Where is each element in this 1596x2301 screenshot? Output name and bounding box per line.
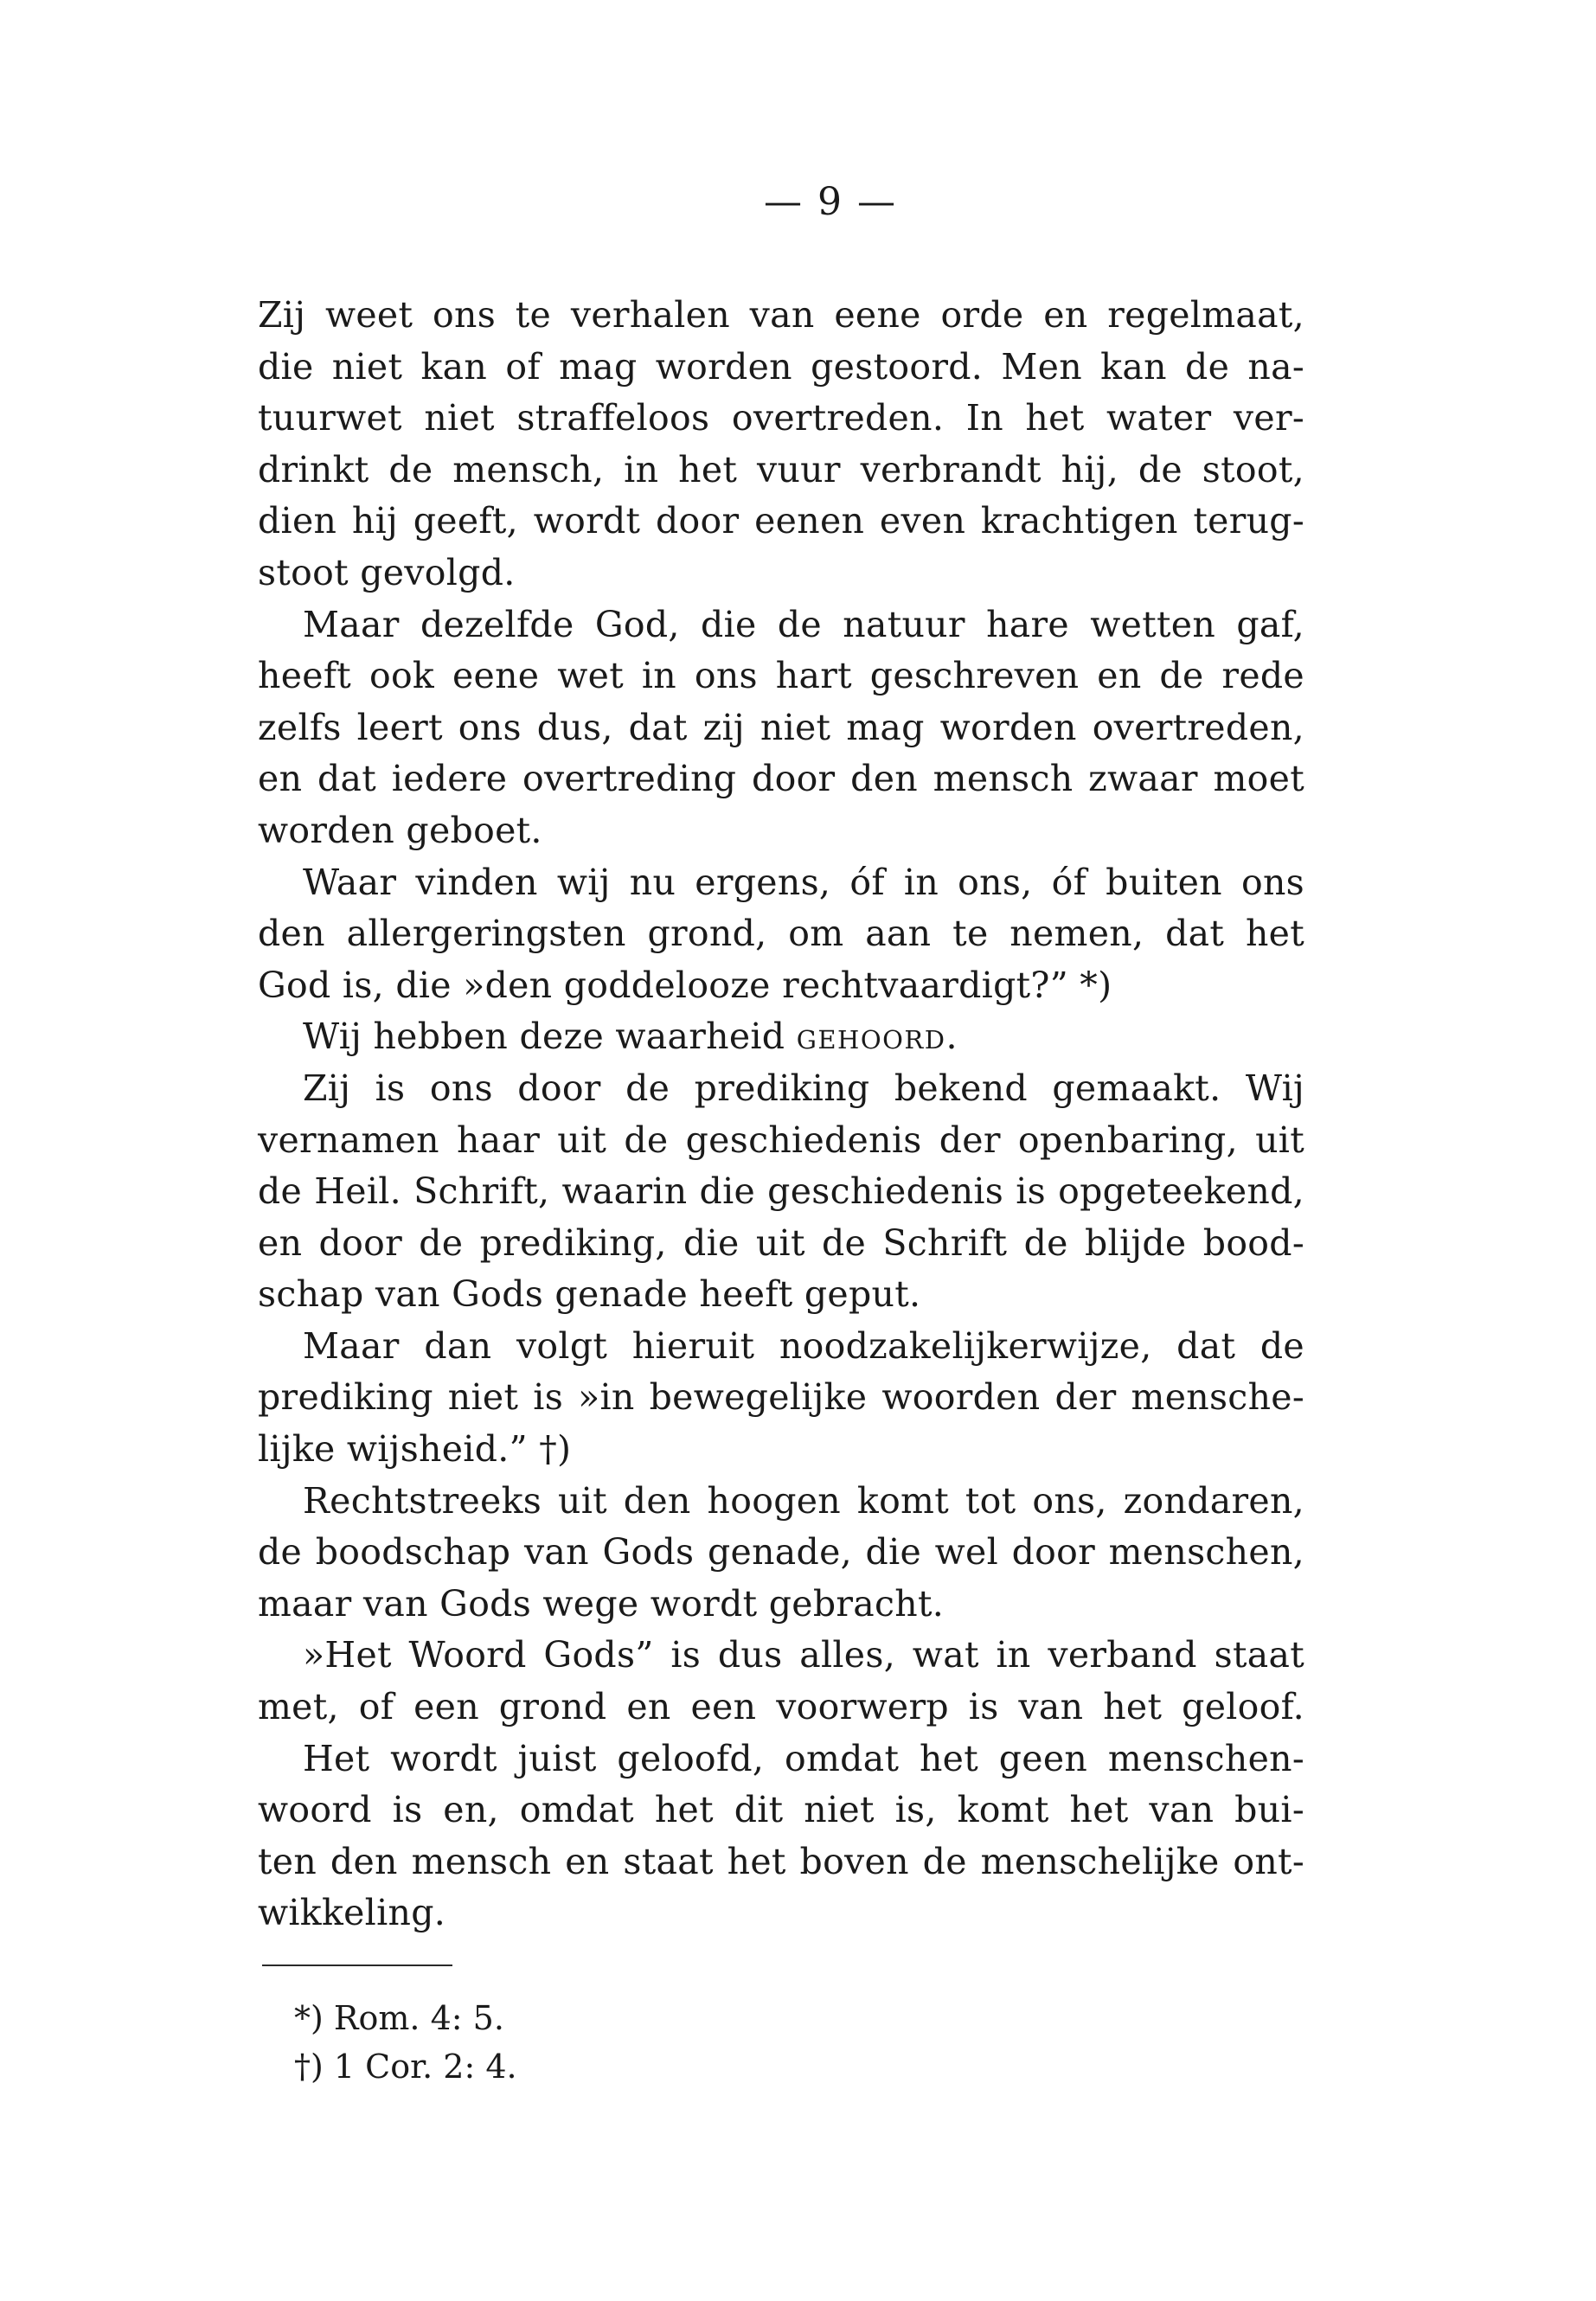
text-line <box>258 290 1304 342</box>
text-line-content: lijke wijsheid.” †) <box>258 1428 572 1471</box>
text-line <box>258 599 1304 651</box>
text-line <box>258 1011 1304 1063</box>
text-line-content: Zij is ons door de prediking bekend gemaakt. Wij <box>303 1067 1304 1109</box>
text-line-content: vernamen haar uit de geschiedenis der openbaring, uit <box>258 1118 1304 1161</box>
text-line-content: prediking niet is »in bewegelijke woorden der mensche- <box>258 1376 1304 1419</box>
text-line-content: worden geboet. <box>258 809 542 851</box>
text-line <box>258 1063 1304 1115</box>
text-line-content: schap van Gods genade heeft geput. <box>258 1273 921 1316</box>
text-line <box>258 1424 1304 1476</box>
text-line-content: de Heil. Schrift, waarin die geschiedenis is opgeteekend, <box>258 1170 1304 1213</box>
text-line-content: Maar dan volgt hieruit noodzakelijkerwijze, dat de <box>303 1324 1304 1367</box>
text-line-content: die niet kan of mag worden gestoord. Men kan de na- <box>258 345 1304 388</box>
text-line <box>258 1527 1304 1579</box>
text-line-content: dien hij geeft, wordt door eenen even krachtigen terug- <box>258 500 1304 542</box>
text-line <box>258 960 1304 1012</box>
text-line <box>258 1372 1304 1424</box>
text-line-content: God is, die »den goddelooze rechtvaardigt?” *) <box>258 964 1112 1006</box>
text-line-content: wikkeling. <box>258 1892 446 1934</box>
text-line-content: de boodschap van Gods genade, die wel door menschen, <box>258 1531 1304 1574</box>
text-line-content: den allergeringsten grond, om aan te nemen, dat het <box>258 913 1304 955</box>
text-line <box>258 753 1304 805</box>
text-line <box>258 857 1304 909</box>
text-line <box>258 1115 1304 1167</box>
text-line <box>258 1630 1304 1682</box>
text-line <box>258 1476 1304 1528</box>
text-line-content: stoot gevolgd. <box>258 551 516 593</box>
footnotes <box>294 1994 517 2091</box>
text-line-content: tuurwet niet straffeloos overtreden. In het water ver- <box>258 397 1304 439</box>
small-caps-emphasis: gehoord. <box>796 1016 958 1058</box>
text-line-content: Maar dezelfde God, die de natuur hare wetten gaf, <box>303 603 1304 645</box>
text-line <box>258 1836 1304 1888</box>
text-line-content: en door de prediking, die uit de Schrift de blijde bood- <box>258 1221 1304 1264</box>
text-line-content: Waar vinden wij nu ergens, óf in ons, óf buiten ons <box>303 861 1304 903</box>
text-line <box>258 1321 1304 1373</box>
text-line <box>258 805 1304 857</box>
text-line <box>258 651 1304 702</box>
text-line-content: Rechtstreeks uit den hoogen komt tot ons, zondaren, <box>303 1479 1304 1522</box>
text-line-content: Het wordt juist geloofd, omdat het geen menschen- <box>303 1737 1304 1779</box>
footnote-divider <box>262 1965 452 1966</box>
text-line-content: »Het Woord Gods” is dus alles, wat in verband staat <box>303 1634 1304 1676</box>
text-line <box>258 1682 1304 1734</box>
text-line <box>258 1888 1304 1939</box>
text-line-content: met, of een grond en een voorwerp is van het geloof. <box>258 1686 1304 1728</box>
text-line-content: drinkt de mensch, in het vuur verbrandt hij, de stoot, <box>258 448 1304 490</box>
text-line <box>258 393 1304 445</box>
body-text <box>258 290 1304 1939</box>
text-line-content: Wij hebben deze waarheid <box>303 1016 785 1058</box>
text-line-content: woord is en, omdat het dit niet is, komt het van bui- <box>258 1789 1304 1831</box>
text-line <box>258 496 1304 548</box>
text-line <box>258 702 1304 754</box>
footnote: *) Rom. 4: 5. <box>294 1999 504 2037</box>
text-line-content: zelfs leert ons dus, dat zij niet mag worden overtreden, <box>258 706 1304 748</box>
text-line <box>258 1166 1304 1218</box>
text-line <box>258 548 1304 599</box>
text-line-content: heeft ook eene wet in ons hart geschreven en de rede <box>258 655 1304 697</box>
text-line <box>258 445 1304 497</box>
page-number: — 9 — <box>764 180 897 224</box>
text-line <box>258 1579 1304 1631</box>
text-line <box>258 1785 1304 1836</box>
text-line <box>258 908 1304 960</box>
text-line-content: ten den mensch en staat het boven de menschelijke ont- <box>258 1840 1304 1882</box>
text-line <box>258 1218 1304 1270</box>
text-line <box>258 342 1304 394</box>
text-line-content: maar van Gods wege wordt gebracht. <box>258 1582 945 1625</box>
text-line-content: Zij weet ons te verhalen van eene orde en regelmaat, <box>258 294 1304 336</box>
text-line-content: en dat iedere overtreding door den mensch zwaar moet <box>258 758 1304 800</box>
footnote: †) 1 Cor. 2: 4. <box>294 2048 517 2086</box>
text-line <box>258 1734 1304 1785</box>
text-line <box>258 1269 1304 1321</box>
